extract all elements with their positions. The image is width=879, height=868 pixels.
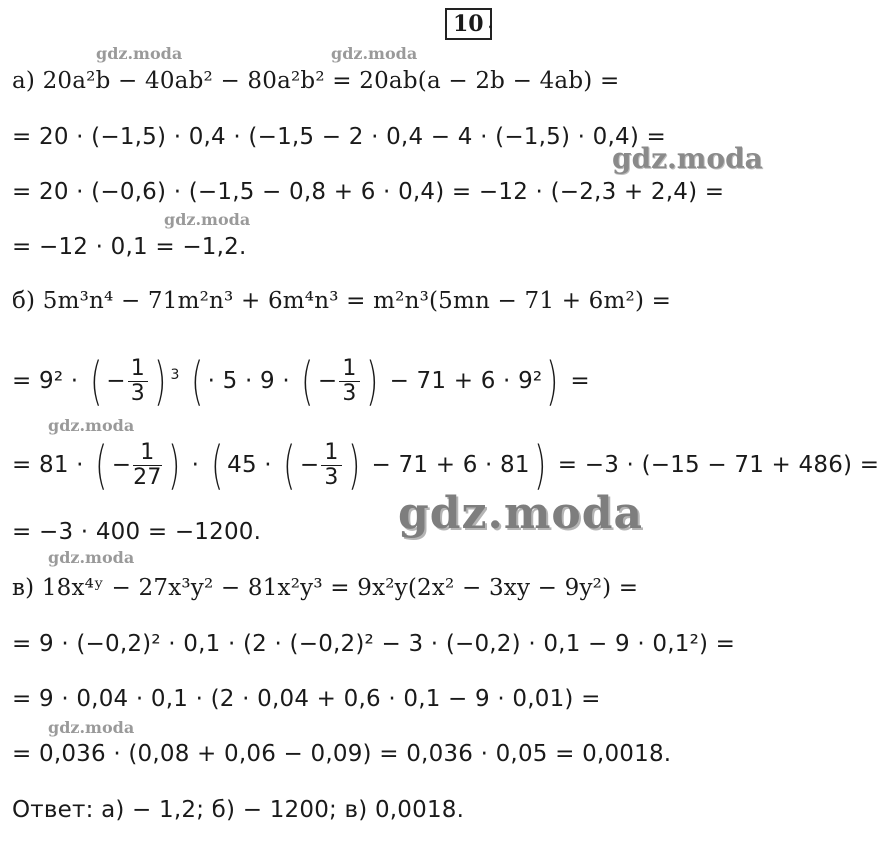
minus: − — [111, 452, 132, 478]
watermark: gdz.moda — [164, 210, 251, 229]
b2-mid2: − 71 + 6 · 9² — [389, 368, 543, 394]
watermark: gdz.moda — [48, 416, 135, 435]
right-paren: ) — [347, 435, 360, 496]
solution-line-a2: = 20 · (−1,5) · 0,4 · (−1,5 − 2 · 0,4 − 4 · (−1,5) · 0,4) = — [12, 124, 667, 150]
left-paren: ( — [191, 351, 204, 412]
left-paren: ( — [210, 435, 224, 496]
fraction-one-third: $\frac{1}{3}$ — [321, 441, 341, 490]
left-paren: ( — [301, 351, 314, 412]
watermark: gdz.moda — [48, 548, 135, 567]
problem-number-box: 10 — [445, 8, 492, 40]
solution-line-v1: в) 18x⁴ʸ − 27x³y² − 81x²y³ = 9x²y(2x² − 3xy − 9y²) = — [12, 575, 639, 601]
fraction-one-third: $\frac{1}{3}$ — [339, 357, 359, 406]
answer-line: Ответ: а) − 1,2; б) − 1200; в) 0,0018. — [12, 797, 465, 823]
cube-exponent: 3 — [170, 367, 180, 383]
solution-line-b2 — [12, 352, 590, 410]
b2-post: = — [570, 368, 590, 394]
solution-line-b4: = −3 · 400 = −1200. — [12, 519, 262, 545]
watermark: gdz.moda — [331, 44, 418, 63]
b3-pre: = 81 · — [12, 452, 84, 478]
fraction-one-third: $\frac{1}{3}$ — [128, 357, 148, 406]
right-paren: ) — [154, 351, 167, 412]
watermark: gdz.moda — [48, 718, 135, 737]
fraction-one-27: $\frac{1}{27}$ — [133, 440, 162, 490]
solution-line-b1: б) 5m³n⁴ − 71m²n³ + 6m⁴n³ = m²n³(5mn − 71 + 6m²) = — [12, 288, 672, 314]
minus: − — [106, 368, 126, 394]
right-paren: ) — [533, 435, 547, 496]
b3-post: = −3 · (−15 − 71 + 486) = — [557, 452, 879, 478]
left-paren: ( — [95, 435, 108, 496]
b3-mid2: 45 · — [227, 452, 272, 478]
right-paren: ) — [365, 351, 378, 412]
b2-mid1: · 5 · 9 · — [207, 368, 290, 394]
solution-line-v2: = 9 · (−0,2)² · 0,1 · (2 · (−0,2)² − 3 · (−0,2) · 0,1 − 9 · 0,1²) = — [12, 631, 736, 657]
right-paren: ) — [167, 435, 180, 496]
solution-line-v3: = 9 · 0,04 · 0,1 · (2 · 0,04 + 0,6 · 0,1 − 9 · 0,01) = — [12, 686, 601, 712]
b3-mid3: − 71 + 6 · 81 — [371, 452, 530, 478]
solution-line-b3 — [12, 436, 879, 494]
minus: − — [317, 368, 338, 394]
right-paren: ) — [546, 351, 559, 412]
minus: − — [299, 452, 320, 478]
b3-mid1: · — [191, 452, 200, 478]
left-paren: ( — [89, 351, 103, 412]
left-paren: ( — [283, 435, 296, 496]
watermark: gdz.moda — [398, 488, 644, 539]
b2-pre: = 9² · — [12, 368, 79, 394]
watermark: gdz.moda — [96, 44, 183, 63]
solution-line-a3: = 20 · (−0,6) · (−1,5 − 0,8 + 6 · 0,4) = −12 · (−2,3 + 2,4) = — [12, 179, 725, 205]
watermark: gdz.moda — [612, 142, 763, 175]
solution-line-v4: = 0,036 · (0,08 + 0,06 − 0,09) = 0,036 · 0,05 = 0,0018. — [12, 741, 672, 767]
solution-line-a1: а) 20a²b − 40ab² − 80a²b² = 20ab(a − 2b − 4ab) = — [12, 68, 620, 94]
problem-number-dot: . — [487, 9, 494, 34]
solution-line-a4: = −12 · 0,1 = −1,2. — [12, 234, 247, 260]
